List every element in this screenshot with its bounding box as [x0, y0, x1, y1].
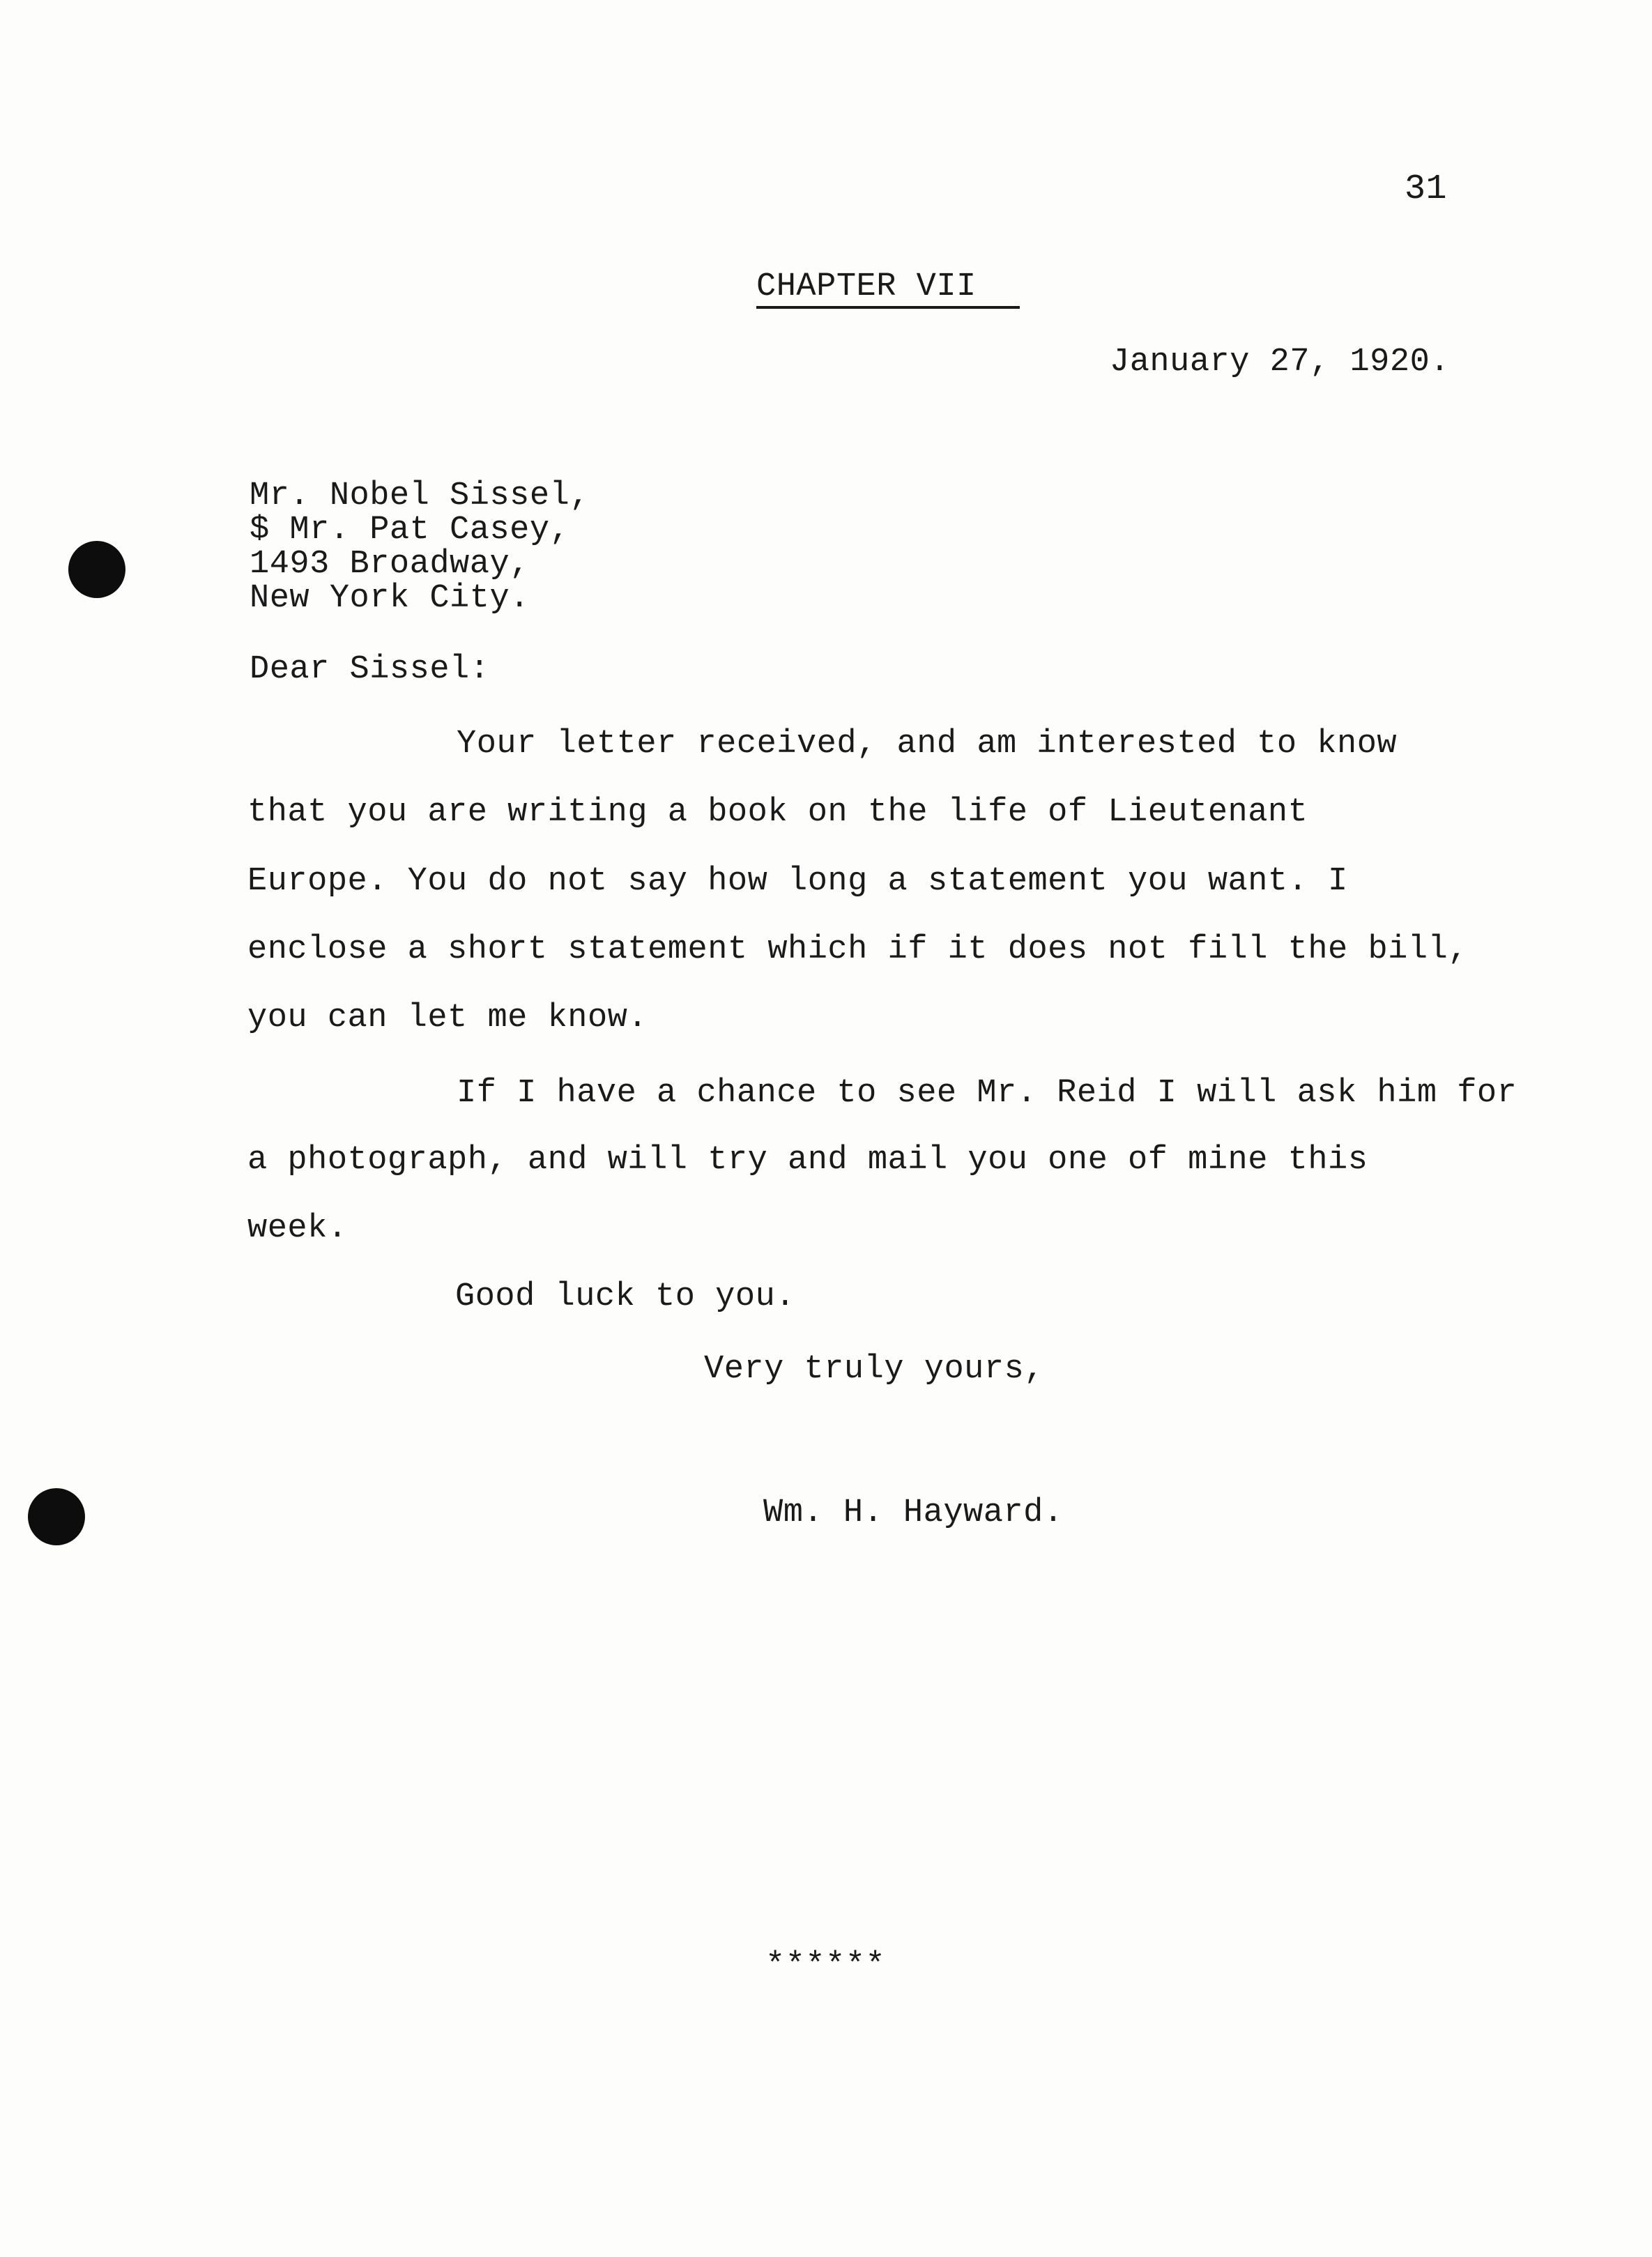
signature: Wm. H. Hayward.	[763, 1494, 1064, 1531]
paragraph1-line: Your letter received, and am interested to know	[457, 726, 1398, 763]
paragraph2-line: a photograph, and will try and mail you one of mine this	[247, 1142, 1368, 1179]
good-luck-line: Good luck to you.	[455, 1278, 795, 1315]
address-line: $ Mr. Pat Casey,	[250, 512, 570, 549]
page-number: 31	[1405, 169, 1448, 209]
punch-hole-bottom	[28, 1488, 85, 1545]
address-line: Mr. Nobel Sissel,	[250, 477, 590, 514]
paragraph1-line: Europe. You do not say how long a statement you want. I	[247, 863, 1348, 900]
paragraph2-line: week.	[247, 1210, 348, 1247]
chapter-heading: CHAPTER VII	[756, 270, 1020, 309]
paragraph1-line: that you are writing a book on the life of Lieutenant	[247, 794, 1308, 831]
address-line: 1493 Broadway,	[250, 546, 530, 583]
address-line: New York City.	[250, 580, 530, 617]
punch-hole-top	[68, 541, 125, 598]
end-mark: ******	[765, 1948, 886, 1984]
paragraph1-line: enclose a short statement which if it does not fill the bill,	[247, 931, 1468, 968]
paragraph2-line: If I have a chance to see Mr. Reid I will ask him for	[457, 1075, 1517, 1112]
closing: Very truly yours,	[704, 1351, 1044, 1388]
salutation: Dear Sissel:	[250, 651, 490, 688]
paragraph1-line: you can let me know.	[247, 1000, 648, 1036]
letter-date: January 27, 1920.	[1110, 344, 1450, 381]
